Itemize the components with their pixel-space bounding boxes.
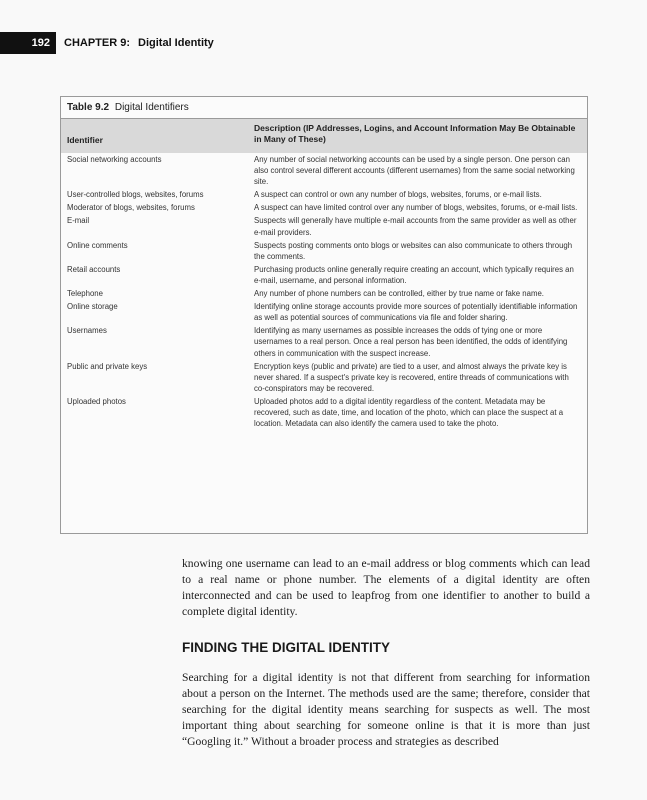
table-cell-description: Any number of phone numbers can be controlled, either by true name or fake name.	[254, 289, 544, 299]
table-row	[61, 202, 587, 213]
table-row	[61, 154, 587, 188]
table-cell-description: Any number of social networking accounts can be used by a single person. One person can also control several different accounts (different usernames) from the same social networking site.	[254, 155, 575, 187]
table-cell-identifier: Usernames	[67, 326, 107, 336]
table-cell-description: Identifying online storage accounts provide more sources of potentially identifiable information as well as potential sources of communications via file and folder sharing.	[254, 302, 578, 323]
chapter-label: CHAPTER 9:	[64, 37, 131, 49]
table-cell-identifier: Online comments	[67, 240, 128, 250]
table-cell-identifier: Uploaded photos	[67, 397, 126, 407]
body-paragraph-2	[182, 670, 590, 750]
table-row	[61, 325, 587, 359]
digital-identifiers-table	[60, 96, 588, 534]
table-row	[61, 301, 587, 323]
chapter-title: Digital Identity	[138, 37, 214, 49]
table-caption-title: Digital Identifiers	[114, 102, 189, 113]
table-row	[61, 361, 587, 395]
table-cell-identifier: Online storage	[67, 302, 118, 312]
table-row	[61, 215, 587, 237]
table-cell-identifier: Public and private keys	[67, 361, 148, 371]
table-cell-identifier: Social networking accounts	[67, 155, 162, 164]
page-number: 192	[0, 32, 56, 54]
running-header	[0, 32, 647, 54]
table-cell-identifier: Retail accounts	[67, 264, 121, 274]
table-caption	[67, 102, 189, 113]
table-cell-description: Suspects posting comments onto blogs or websites can also communicate to others through the comments.	[254, 240, 573, 261]
table-cell-description: Uploaded photos add to a digital identity regardless of the content. Metadata may be recovered, such as date, time, and location of the photo, which can place the suspect at a location. Metadata can also identify the camera used to take the photo.	[254, 397, 564, 429]
table-caption-number: Table 9.2	[67, 102, 110, 113]
column-header-description: Description (IP Addresses, Logins, and Account Information May Be Obtainable in Many of These)	[254, 123, 576, 144]
table-cell-description: Identifying as many usernames as possible increases the odds of tying one or more usernames to a real person. Once a real person has been identified, the odds of identifying others in communication with the suspect increase.	[254, 326, 568, 358]
table-cell-identifier: User-controlled blogs, websites, forums	[67, 190, 204, 200]
table-row	[61, 396, 587, 430]
table-cell-description: Encryption keys (public and private) are tied to a user, and almost always the private key is never shared. If a suspect's private key is recovered, entire threads of communications with co-conspirators may be recovered.	[254, 361, 569, 394]
table-cell-identifier: Telephone	[67, 289, 103, 299]
paragraph-text: Searching for a digital identity is not that different from searching for information about a person on the Internet. The methods used are the same; therefore, consider that searching for the digital identity means searching for suspects as well. The most important thing about searching for someone online is that it is more than just “Googling it.” Without a broader process and strategies as described	[182, 671, 590, 748]
table-cell-description: A suspect can control or own any number of blogs, websites, forums, or e-mail lists.	[254, 190, 542, 200]
table-cell-identifier: Moderator of blogs, websites, forums	[67, 203, 195, 213]
column-header-identifier: Identifier	[67, 135, 103, 145]
paragraph-text: knowing one username can lead to an e-mail address or blog comments which can lead to a real name or phone number. The elements of a digital identity are often interconnected and can be used to leapfrog from one identifier to another to build a complete digital identity.	[182, 557, 590, 618]
body-paragraph-1	[182, 556, 590, 620]
table-cell-description: Suspects will generally have multiple e-mail accounts from the same provider as well as other e-mail providers.	[254, 216, 577, 237]
table-row	[61, 240, 587, 262]
table-row	[61, 288, 587, 299]
table-body	[61, 154, 587, 431]
table-header-row	[61, 118, 587, 153]
table-row	[61, 189, 587, 200]
section-heading: FINDING THE DIGITAL IDENTITY	[182, 640, 390, 655]
table-cell-description: Purchasing products online generally require creating an account, which typically requires an e-mail, username, and personal information.	[254, 264, 574, 286]
table-row	[61, 264, 587, 286]
table-cell-identifier: E-mail	[67, 216, 90, 226]
table-cell-description: A suspect can have limited control over any number of blogs, websites, forums, or e-mail lists.	[254, 203, 578, 213]
chapter-header	[64, 32, 214, 54]
